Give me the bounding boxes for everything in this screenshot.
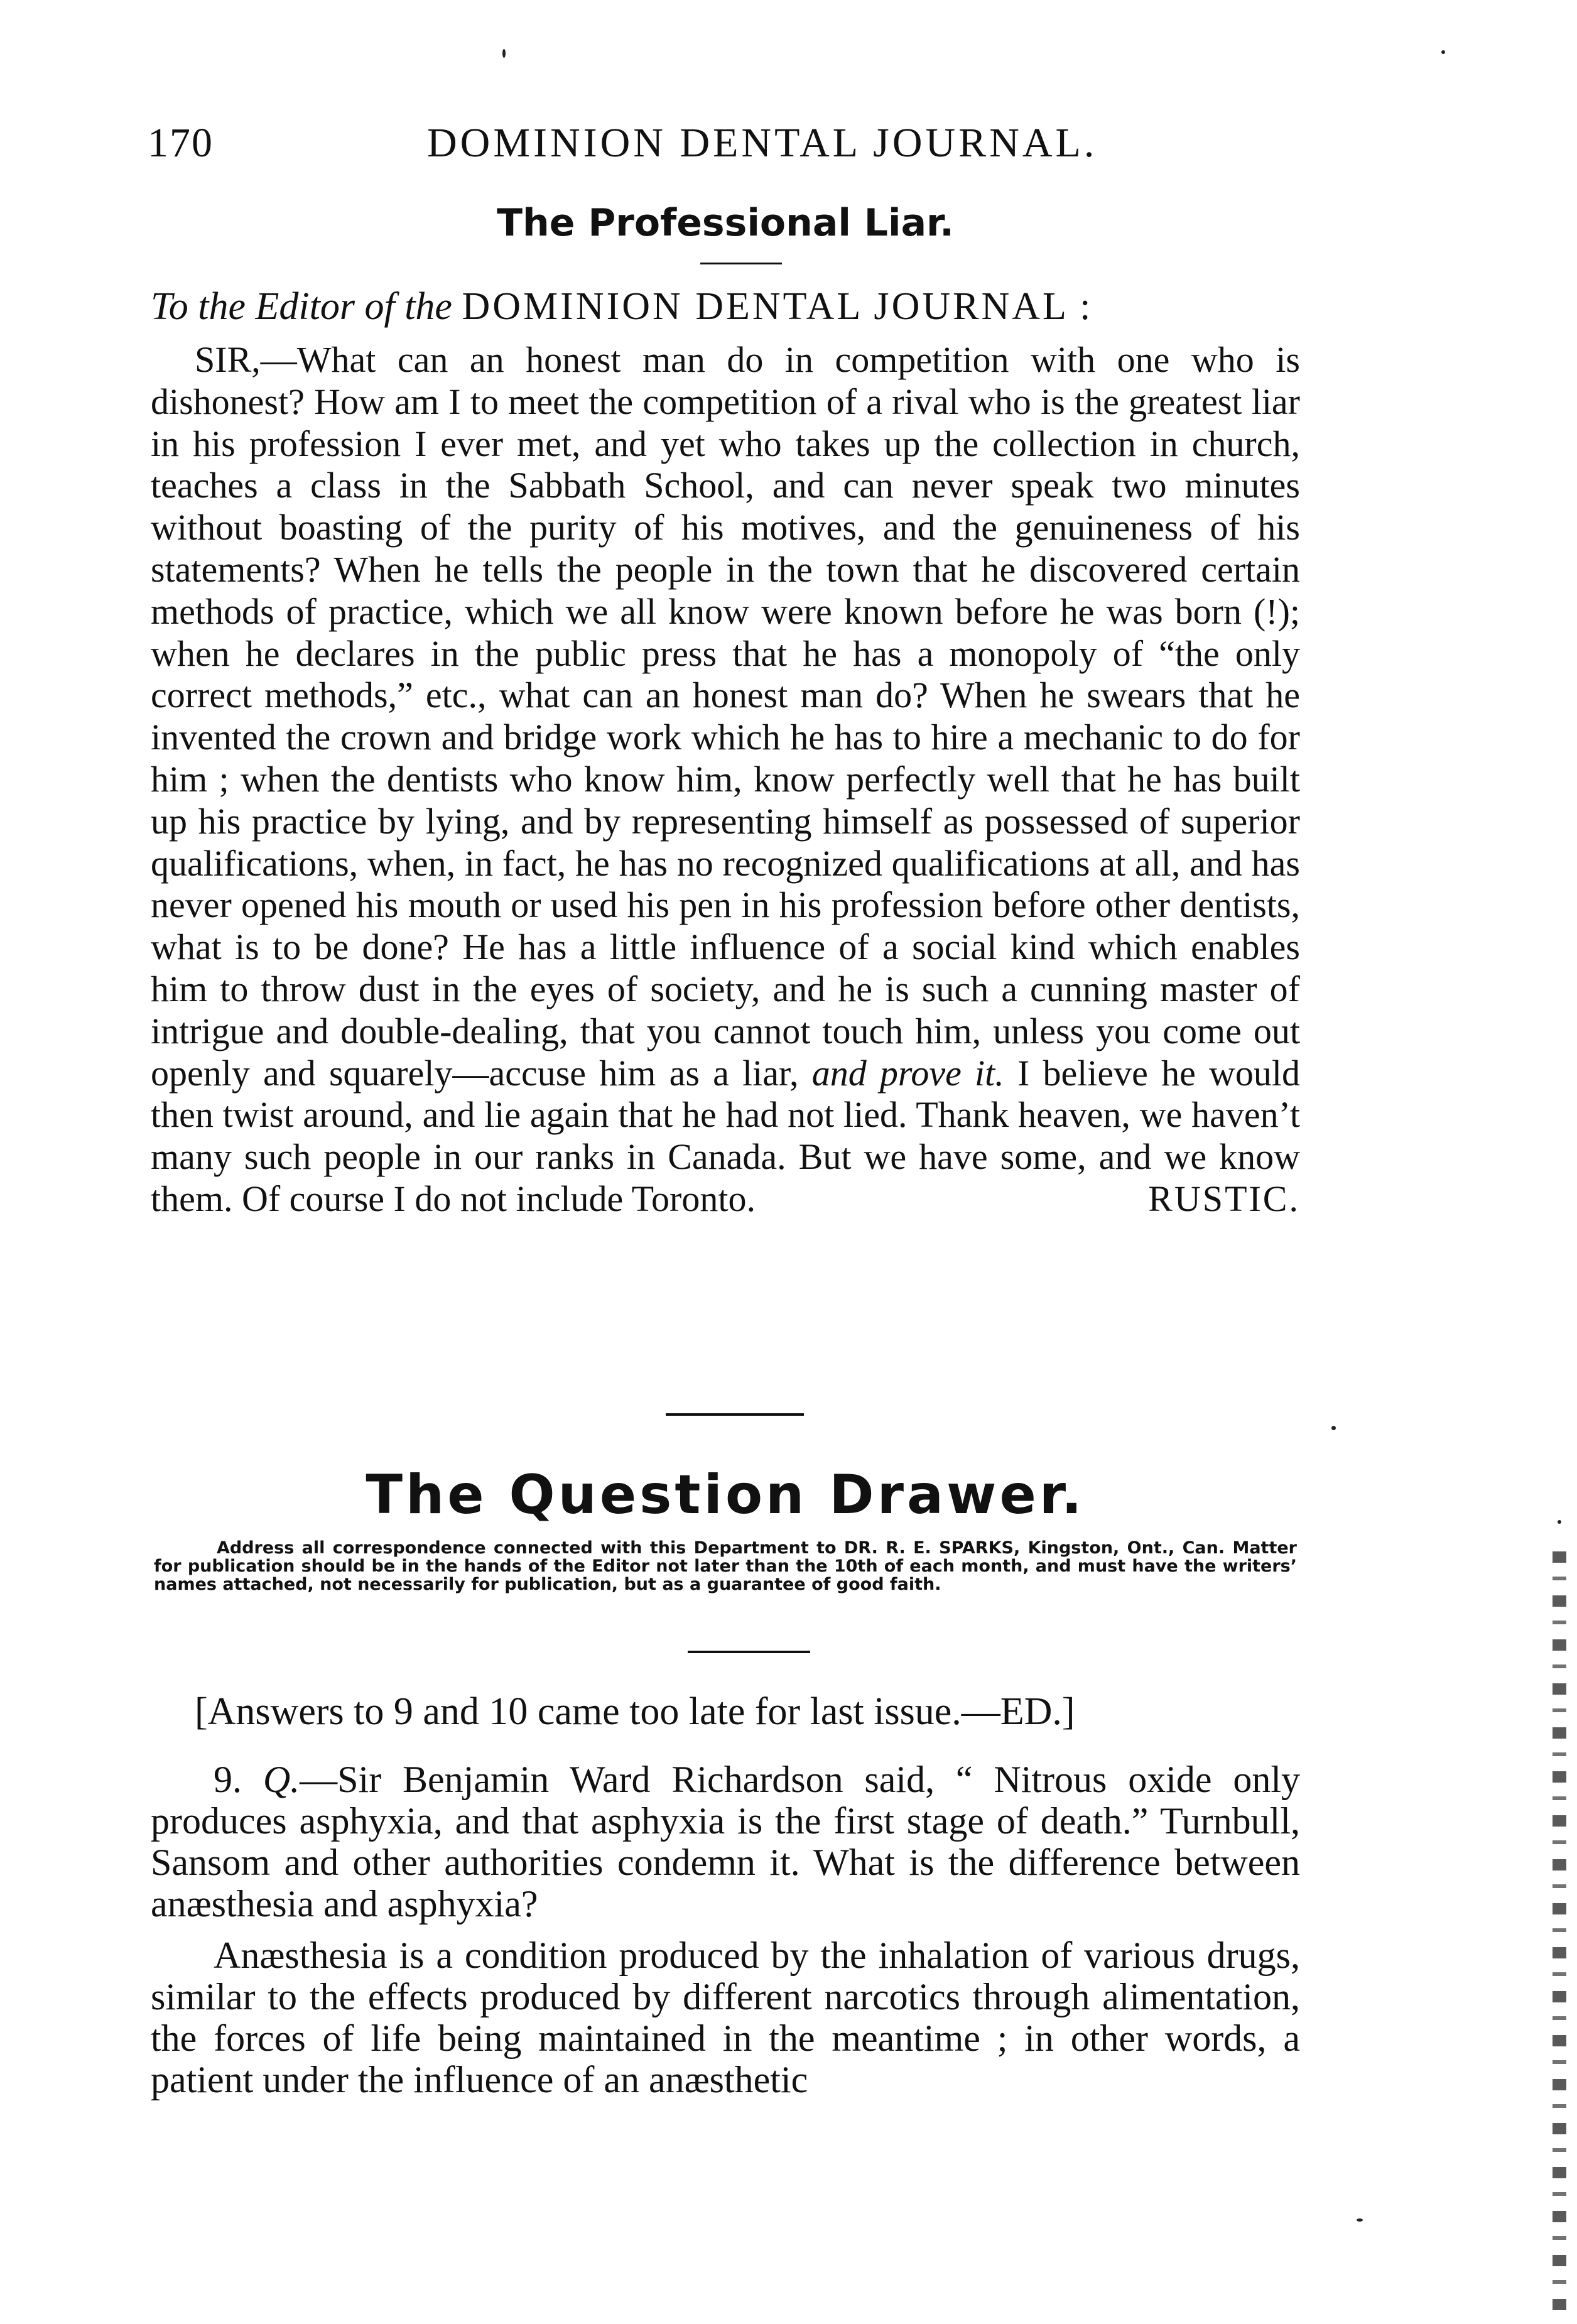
- letter-signature: RUSTIC.: [1148, 1178, 1300, 1219]
- letter-emphasis: and prove it.: [811, 1052, 1004, 1094]
- question-text: —Sir Benjamin Ward Richardson said, “ Nitrous oxide only produces asphyxia, and that asphyxia is the first stage of death.” Turnbull, Sansom and other authorities condemn it. What is the difference between anæsthesia and asphyxia?: [151, 1759, 1300, 1925]
- letter-salutation: [151, 286, 1300, 327]
- section-title-question-drawer: The Question Drawer.: [366, 1463, 1085, 1526]
- editor-note: [Answers to 9 and 10 came too late for last issue.—ED.]: [195, 1690, 1075, 1733]
- section-divider: [666, 1413, 804, 1416]
- scan-speck: [1441, 50, 1445, 54]
- question-label: Q.: [263, 1759, 300, 1800]
- title-rule: [700, 263, 782, 264]
- question-number: 9.: [214, 1759, 242, 1800]
- scan-speck: [1558, 1520, 1561, 1524]
- letter-text: SIR,—What can an honest man do in competition with one who is dishonest? How am I to meet the competition of a rival who is the greatest liar in his profession I ever met, and yet who takes up the collection in church, teaches a class in the Sabbath School, and can never speak two minutes without boasting of the purity of his motives, and the genuineness of his statements? When he tells the people in the town that he discovered certain methods of practice, which we all know were known before he was born (!); when he declares in the public press that he has a monopoly of “the only correct methods,” etc., what can an honest man do? When he swears that he invented the crown and bridge work which he has to hire a mechanic to do for him ; when the dentists who know him, know perfectly well that he has built up his practice by lying, and by representing himself as possessed of superior qualifications, when, in fact, he has no recognized qualifications at all, and has never opened his mouth or used his pen in his profession before other dentists, what is to be done? He has a little influence of a social kind which enables him to throw dust in the eyes of society, and he is such a cunning master of intrigue and double-dealing, that you cannot touch him, unless you come out openly and squarely—accuse him as a liar,: [151, 339, 1300, 1094]
- salutation-journal: DOMINION DENTAL JOURNAL :: [462, 285, 1093, 328]
- letter-text-end: I believe he would then twist around, and lie again that he had not lied. Thank heaven, we haven’t many such people in our ranks in Canada. But we have some, and we know them. Of course I do not include Toronto.: [151, 1052, 1301, 1219]
- answer-9: Anæsthesia is a condition produced by the inhalation of various drugs, similar to the effects produced by different narcotics through alimentation, the forces of life being maintained in the meantime ; in other words, a patient under the influence of an anæsthetic: [151, 1935, 1300, 2100]
- scan-speck: [1357, 2218, 1363, 2222]
- question-9: [151, 1759, 1300, 1925]
- page-number: 170: [148, 120, 214, 166]
- salutation-prefix: To the Editor of the: [151, 285, 452, 328]
- letter-body: [151, 339, 1300, 1220]
- running-title: DOMINION DENTAL JOURNAL.: [427, 120, 1098, 166]
- page-header: [148, 119, 1297, 170]
- article-title-professional-liar: The Professional Liar.: [497, 201, 954, 245]
- notice-divider: [688, 1651, 810, 1653]
- scan-speck: [502, 49, 506, 58]
- scan-margin-marks: [1553, 1551, 1566, 2311]
- correspondence-notice: Address all correspondence connected with this Department to DR. R. E. SPARKS, Kingston, Ont., Can. Matter for publication should be in the hands of the Editor not later than the 10th of each month, and must have the writers’ names attached, not necessarily for publication, but as a guarantee of good faith.: [154, 1538, 1297, 1594]
- scan-speck: [1331, 1426, 1336, 1430]
